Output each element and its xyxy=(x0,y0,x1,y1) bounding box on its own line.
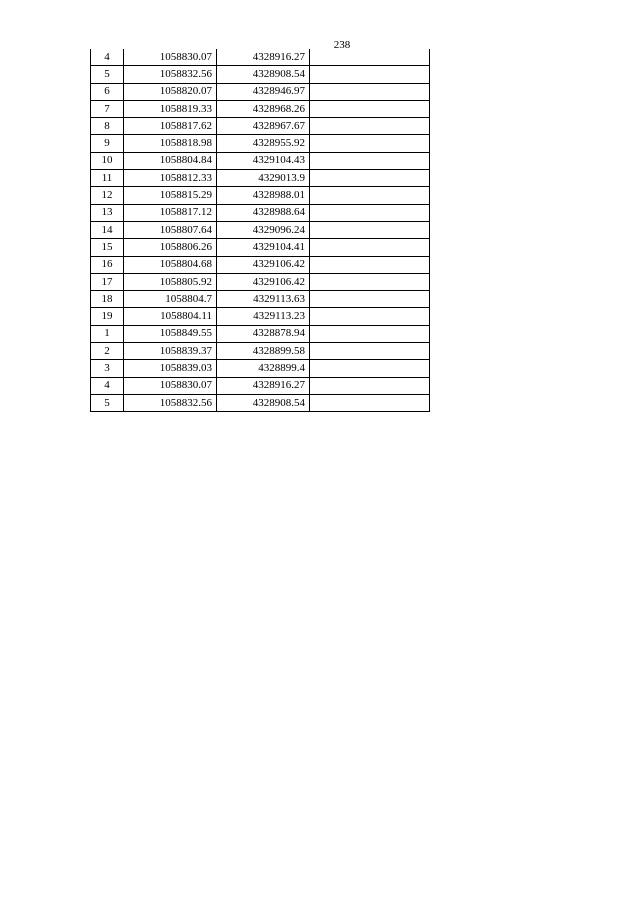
note-cell xyxy=(310,239,430,256)
x-coordinate-cell: 1058820.07 xyxy=(124,83,217,100)
x-coordinate-cell: 1058839.37 xyxy=(124,343,217,360)
table-row xyxy=(91,394,430,411)
table-row xyxy=(91,273,430,290)
x-coordinate-cell: 1058804.11 xyxy=(124,308,217,325)
table-row xyxy=(91,170,430,187)
note-cell xyxy=(310,256,430,273)
x-coordinate-cell: 1058805.92 xyxy=(124,273,217,290)
note-cell xyxy=(310,273,430,290)
y-coordinate-cell: 4328968.26 xyxy=(217,100,310,117)
y-coordinate-cell: 4329106.42 xyxy=(217,256,310,273)
y-coordinate-cell: 4329113.23 xyxy=(217,308,310,325)
point-number-cell: 9 xyxy=(91,135,124,152)
point-number-cell: 3 xyxy=(91,360,124,377)
note-cell xyxy=(310,187,430,204)
table-row xyxy=(91,256,430,273)
point-number-cell: 14 xyxy=(91,221,124,238)
note-cell xyxy=(310,135,430,152)
point-number-cell: 7 xyxy=(91,100,124,117)
y-coordinate-cell: 4328908.54 xyxy=(217,394,310,411)
x-coordinate-cell: 1058815.29 xyxy=(124,187,217,204)
x-coordinate-cell: 1058804.84 xyxy=(124,152,217,169)
point-number-cell: 15 xyxy=(91,239,124,256)
point-number-cell: 13 xyxy=(91,204,124,221)
x-coordinate-cell: 1058849.55 xyxy=(124,325,217,342)
point-number-cell: 5 xyxy=(91,394,124,411)
point-number-cell: 4 xyxy=(91,49,124,66)
table-row xyxy=(91,308,430,325)
note-cell xyxy=(310,377,430,394)
table-row xyxy=(91,291,430,308)
table-row xyxy=(91,221,430,238)
point-number-cell: 18 xyxy=(91,291,124,308)
point-number-cell: 10 xyxy=(91,152,124,169)
y-coordinate-cell: 4328955.92 xyxy=(217,135,310,152)
note-cell xyxy=(310,394,430,411)
point-number-cell: 6 xyxy=(91,83,124,100)
table-row xyxy=(91,239,430,256)
table-row xyxy=(91,343,430,360)
table-row xyxy=(91,360,430,377)
point-number-cell: 17 xyxy=(91,273,124,290)
x-coordinate-cell: 1058830.07 xyxy=(124,49,217,66)
y-coordinate-cell: 4328899.58 xyxy=(217,343,310,360)
table-row xyxy=(91,325,430,342)
y-coordinate-cell: 4328967.67 xyxy=(217,118,310,135)
table-row xyxy=(91,83,430,100)
table-row xyxy=(91,100,430,117)
point-number-cell: 5 xyxy=(91,66,124,83)
coordinates-table-body xyxy=(91,49,430,412)
table-row xyxy=(91,152,430,169)
table-row xyxy=(91,135,430,152)
point-number-cell: 8 xyxy=(91,118,124,135)
table-row xyxy=(91,377,430,394)
x-coordinate-cell: 1058832.56 xyxy=(124,66,217,83)
y-coordinate-cell: 4329104.43 xyxy=(217,152,310,169)
page-number: 238 xyxy=(333,39,351,51)
y-coordinate-cell: 4328988.01 xyxy=(217,187,310,204)
y-coordinate-cell: 4329106.42 xyxy=(217,273,310,290)
note-cell xyxy=(310,83,430,100)
x-coordinate-cell: 1058817.62 xyxy=(124,118,217,135)
y-coordinate-cell: 4328899.4 xyxy=(217,360,310,377)
x-coordinate-cell: 1058804.68 xyxy=(124,256,217,273)
y-coordinate-cell: 4328988.64 xyxy=(217,204,310,221)
note-cell xyxy=(310,308,430,325)
point-number-cell: 19 xyxy=(91,308,124,325)
y-coordinate-cell: 4328916.27 xyxy=(217,377,310,394)
table-row xyxy=(91,204,430,221)
y-coordinate-cell: 4329013.9 xyxy=(217,170,310,187)
note-cell xyxy=(310,152,430,169)
x-coordinate-cell: 1058819.33 xyxy=(124,100,217,117)
table-row xyxy=(91,118,430,135)
note-cell xyxy=(310,100,430,117)
note-cell xyxy=(310,360,430,377)
point-number-cell: 12 xyxy=(91,187,124,204)
note-cell xyxy=(310,118,430,135)
point-number-cell: 11 xyxy=(91,170,124,187)
y-coordinate-cell: 4328946.97 xyxy=(217,83,310,100)
x-coordinate-cell: 1058807.64 xyxy=(124,221,217,238)
note-cell xyxy=(310,325,430,342)
x-coordinate-cell: 1058806.26 xyxy=(124,239,217,256)
note-cell xyxy=(310,221,430,238)
coordinates-table xyxy=(90,49,430,412)
x-coordinate-cell: 1058804.7 xyxy=(124,291,217,308)
table-row xyxy=(91,66,430,83)
point-number-cell: 16 xyxy=(91,256,124,273)
y-coordinate-cell: 4328916.27 xyxy=(217,49,310,66)
note-cell xyxy=(310,343,430,360)
x-coordinate-cell: 1058817.12 xyxy=(124,204,217,221)
note-cell xyxy=(310,66,430,83)
y-coordinate-cell: 4328908.54 xyxy=(217,66,310,83)
note-cell xyxy=(310,291,430,308)
x-coordinate-cell: 1058830.07 xyxy=(124,377,217,394)
note-cell xyxy=(310,49,430,66)
point-number-cell: 4 xyxy=(91,377,124,394)
x-coordinate-cell: 1058832.56 xyxy=(124,394,217,411)
x-coordinate-cell: 1058812.33 xyxy=(124,170,217,187)
point-number-cell: 1 xyxy=(91,325,124,342)
point-number-cell: 2 xyxy=(91,343,124,360)
note-cell xyxy=(310,204,430,221)
table-row xyxy=(91,49,430,66)
x-coordinate-cell: 1058818.98 xyxy=(124,135,217,152)
table-row xyxy=(91,187,430,204)
note-cell xyxy=(310,170,430,187)
y-coordinate-cell: 4328878.94 xyxy=(217,325,310,342)
y-coordinate-cell: 4329104.41 xyxy=(217,239,310,256)
x-coordinate-cell: 1058839.03 xyxy=(124,360,217,377)
y-coordinate-cell: 4329096.24 xyxy=(217,221,310,238)
y-coordinate-cell: 4329113.63 xyxy=(217,291,310,308)
